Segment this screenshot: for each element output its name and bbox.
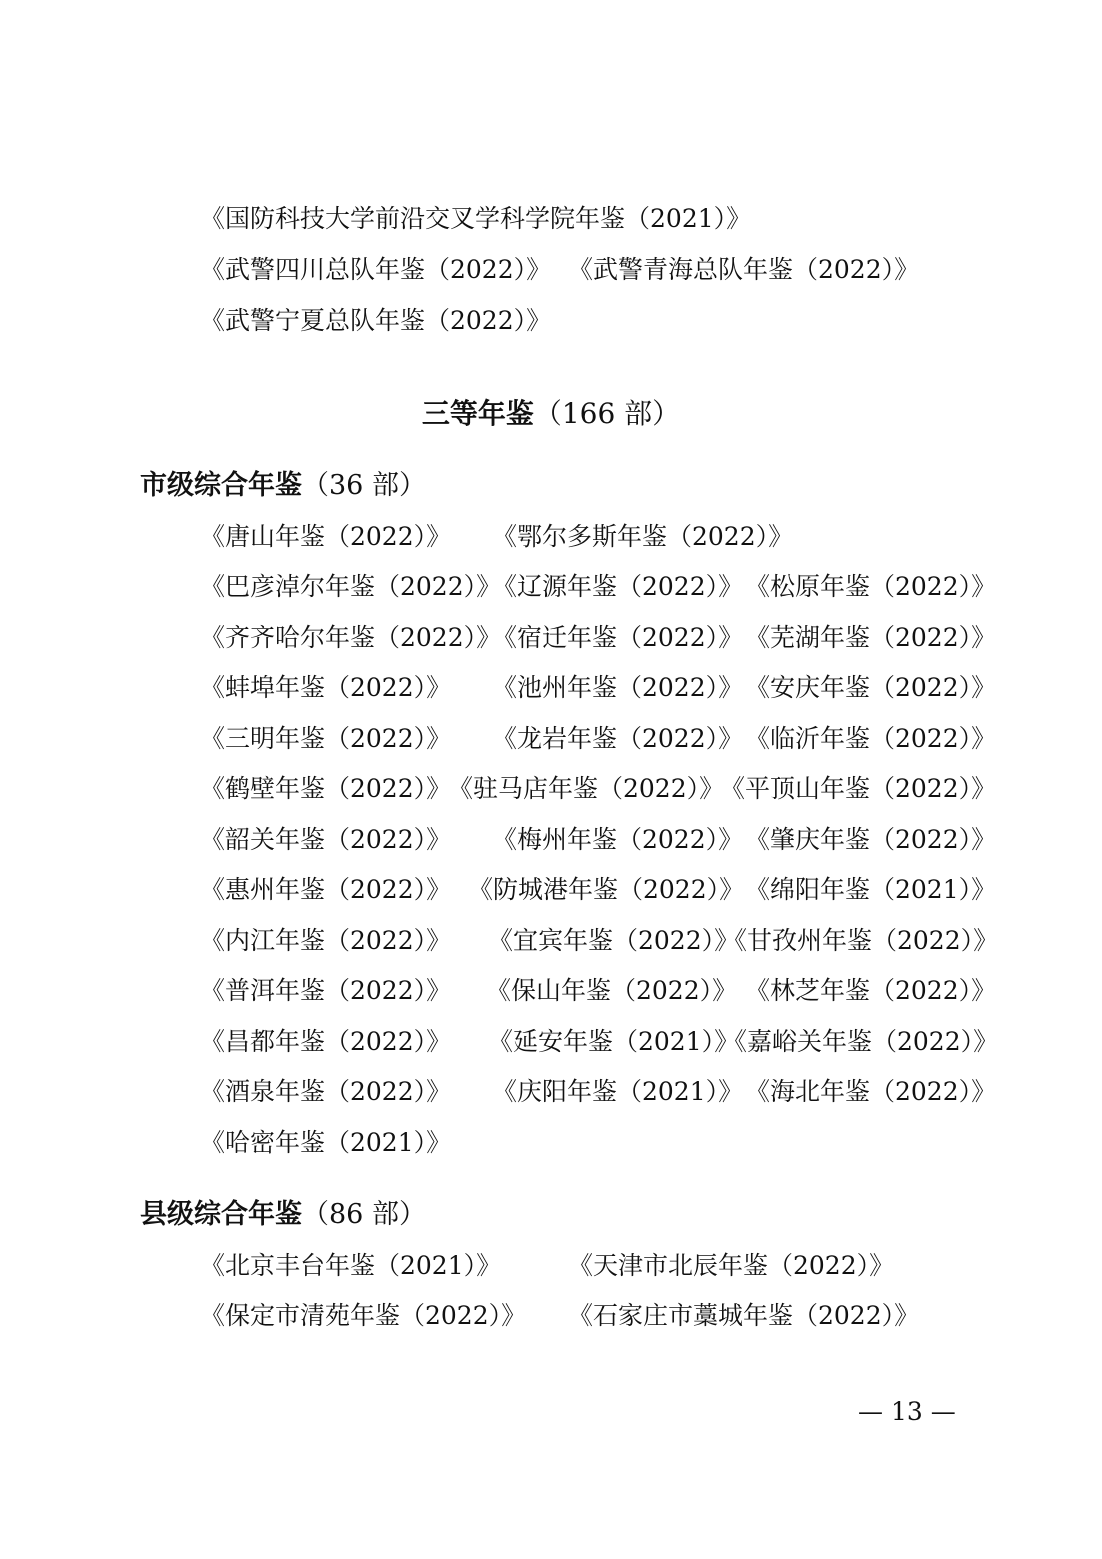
city-entry: 《惠州年鉴（2022）》 xyxy=(200,875,452,904)
county-entry: 《保定市清苑年鉴（2022）》 xyxy=(200,1301,527,1330)
city-entry: 《松原年鉴（2022）》 xyxy=(745,572,997,601)
city-entry: 《驻马店年鉴（2022）》 xyxy=(448,774,725,803)
city-entry: 《芜湖年鉴（2022）》 xyxy=(745,623,997,652)
city-count: （36 部） xyxy=(302,470,426,501)
city-entry: 《庆阳年鉴（2021）》 xyxy=(492,1077,744,1106)
section-title-text: 三等年鉴 xyxy=(421,397,534,430)
city-entry: 《防城港年鉴（2022）》 xyxy=(468,875,745,904)
county-heading-text: 县级综合年鉴 xyxy=(140,1199,302,1230)
city-entry: 《梅州年鉴（2022）》 xyxy=(492,825,744,854)
city-entry: 《韶关年鉴（2022）》 xyxy=(200,825,452,854)
county-heading xyxy=(140,1198,426,1232)
city-entry: 《宿迁年鉴（2022）》 xyxy=(492,623,744,652)
page-number: — 13 — xyxy=(858,1397,956,1426)
city-entry: 《鄂尔多斯年鉴（2022）》 xyxy=(492,522,794,551)
section-title xyxy=(0,396,1102,432)
city-heading xyxy=(140,469,426,503)
city-entry: 《甘孜州年鉴（2022）》 xyxy=(722,926,999,955)
city-entry: 《三明年鉴（2022）》 xyxy=(200,724,452,753)
city-entry: 《绵阳年鉴（2021）》 xyxy=(745,875,997,904)
entry: 《国防科技大学前沿交叉学科学院年鉴（2021）》 xyxy=(200,204,752,233)
city-entry: 《林芝年鉴（2022）》 xyxy=(745,976,997,1005)
county-entry: 《北京丰台年鉴（2021）》 xyxy=(200,1251,502,1280)
city-entry: 《哈密年鉴（2021）》 xyxy=(200,1128,452,1157)
county-entry: 《天津市北辰年鉴（2022）》 xyxy=(568,1251,895,1280)
city-entry: 《普洱年鉴（2022）》 xyxy=(200,976,452,1005)
city-entry: 《唐山年鉴（2022）》 xyxy=(200,522,452,551)
city-entry: 《巴彦淖尔年鉴（2022）》 xyxy=(200,572,502,601)
city-entry: 《保山年鉴（2022）》 xyxy=(486,976,738,1005)
city-entry: 《嘉峪关年鉴（2022）》 xyxy=(722,1027,999,1056)
city-entry: 《临沂年鉴（2022）》 xyxy=(745,724,997,753)
city-entry: 《宜宾年鉴（2022）》 xyxy=(488,926,740,955)
city-entry: 《酒泉年鉴（2022）》 xyxy=(200,1077,452,1106)
county-count: （86 部） xyxy=(302,1199,426,1230)
city-entry: 《池州年鉴（2022）》 xyxy=(492,673,744,702)
city-entry: 《安庆年鉴（2022）》 xyxy=(745,673,997,702)
city-entry: 《蚌埠年鉴（2022）》 xyxy=(200,673,452,702)
city-entry: 《内江年鉴（2022）》 xyxy=(200,926,452,955)
city-entry: 《鹤壁年鉴（2022）》 xyxy=(200,774,452,803)
city-entry: 《平顶山年鉴（2022）》 xyxy=(720,774,997,803)
city-heading-text: 市级综合年鉴 xyxy=(140,470,302,501)
city-entry: 《龙岩年鉴（2022）》 xyxy=(492,724,744,753)
city-entry: 《辽源年鉴（2022）》 xyxy=(492,572,744,601)
city-entry: 《延安年鉴（2021）》 xyxy=(488,1027,740,1056)
section-count: （166 部） xyxy=(533,397,681,430)
county-entry: 《石家庄市藁城年鉴（2022）》 xyxy=(568,1301,920,1330)
city-entry: 《海北年鉴（2022）》 xyxy=(745,1077,997,1106)
city-entry: 《昌都年鉴（2022）》 xyxy=(200,1027,452,1056)
entry: 《武警四川总队年鉴（2022）》 xyxy=(200,255,552,284)
city-entry: 《齐齐哈尔年鉴（2022）》 xyxy=(200,623,502,652)
entry: 《武警青海总队年鉴（2022）》 xyxy=(568,255,920,284)
city-entry: 《肇庆年鉴（2022）》 xyxy=(745,825,997,854)
entry: 《武警宁夏总队年鉴（2022）》 xyxy=(200,306,552,335)
